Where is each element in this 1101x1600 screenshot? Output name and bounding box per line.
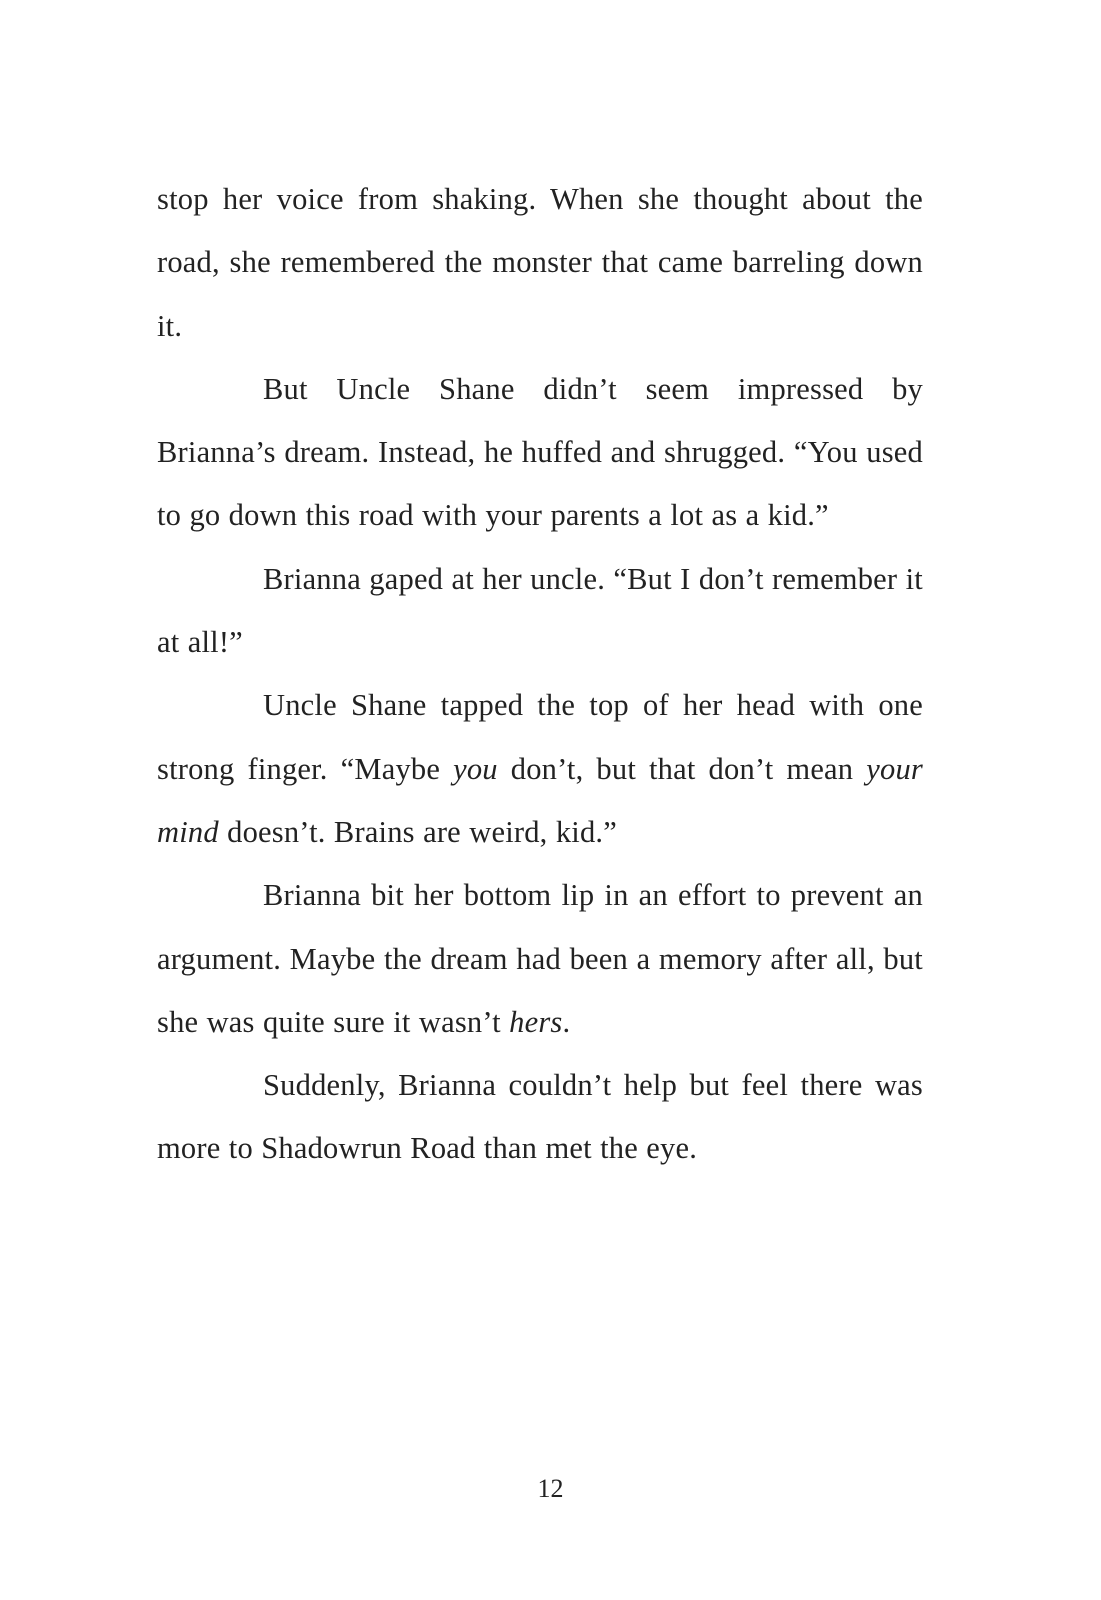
text-run: Suddenly, Brianna couldn’t help but feel there was more to Shadowrun Road than met the eye. [157, 1068, 923, 1166]
text-run: Brianna gaped at her uncle. “But I don’t remember it at all!” [157, 561, 923, 660]
text-run: doesn’t. Brains are weird, kid.” [218, 814, 617, 849]
text-run: stop her voice from shaking. When she thought about the road, she remembered the monster that came barreling down it. [157, 182, 923, 343]
text-run: But Uncle Shane didn’t seem impressed by Brianna’s dream. Instead, he huffed and shrugged. “You used to go down this road with your parents a lot as a kid.” [157, 371, 923, 533]
text-run: Brianna bit her bottom lip in an effort to prevent an argument. Maybe the dream had been a memory after all, but she was quite sure it wasn’t [157, 878, 923, 1039]
text-run: don’t, but that don’t mean [497, 751, 867, 786]
page-number: 12 [537, 1474, 564, 1503]
text-run: Uncle Shane tapped the top of her head with one strong finger. “Maybe [157, 688, 923, 786]
paragraph [157, 864, 923, 1054]
paragraph [157, 168, 923, 358]
paragraph [157, 548, 923, 675]
italic-text-run: your mind [157, 751, 923, 849]
italic-text-run: you [453, 751, 498, 786]
paragraph [157, 358, 923, 548]
body-text [157, 168, 923, 1181]
text-run: . [562, 1004, 571, 1039]
paragraph [157, 1054, 923, 1181]
paragraph [157, 674, 923, 864]
italic-text-run: hers [509, 1004, 563, 1039]
